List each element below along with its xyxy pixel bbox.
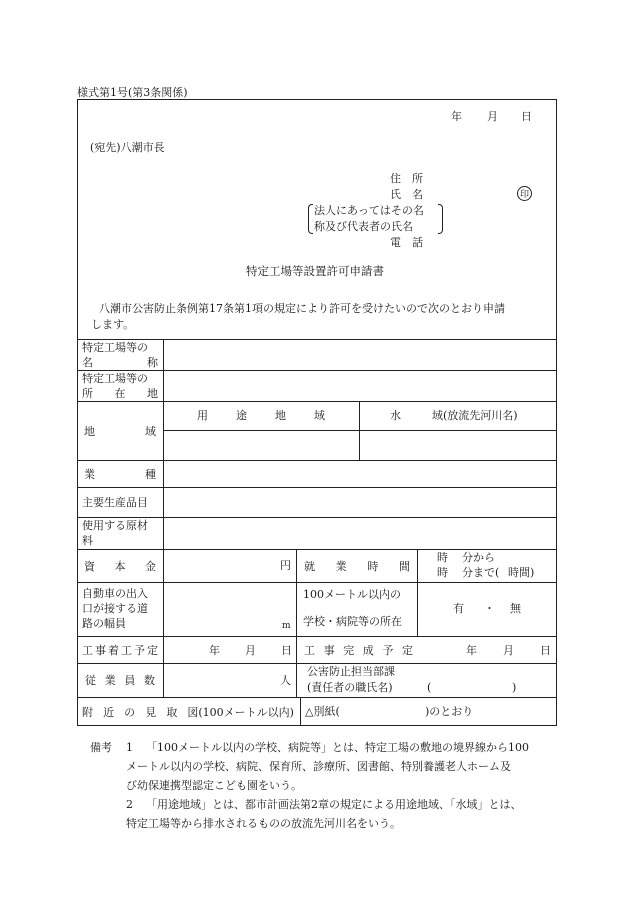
label-use-zone: 用 途 地 域 (197, 409, 325, 422)
form-title: 特定工場等設置許可申請書 (246, 264, 384, 278)
label-completion-date: 工 事 完 成 予 定 (304, 643, 413, 657)
corp-note-line1: 法人にあってはその名 (314, 204, 424, 217)
brace-left (308, 204, 313, 234)
notes-heading: 備考 (90, 741, 112, 754)
name-label-2: 名 (412, 188, 423, 201)
attached-suffix: )のとおり (425, 705, 474, 718)
label-water-river: 域(放流先河川名) (432, 409, 518, 422)
label-main-products: 主要生産品目 (82, 496, 148, 509)
label-factory-location-2: 所 在 地 (82, 387, 158, 400)
hours-to-min: 分まで( (462, 566, 500, 579)
form-id: 様式第1号(第3条関係) (77, 86, 188, 99)
phone-label-2: 話 (412, 236, 423, 249)
address-label-2: 所 (412, 172, 423, 185)
label-school-within: 100メートル以内の (303, 588, 401, 601)
label-start-date: 工 事 着 工 予 定 (82, 643, 158, 657)
note1-line2: メートル以内の学校、病院、保育所、診療所、図書館、特別養護老人ホーム及 (126, 760, 511, 773)
label-road-width-3: 路の幅員 (82, 617, 126, 630)
label-school-facility: 学校・病院等の所在 (303, 615, 402, 628)
label-raw-materials-1: 使用する原材 (82, 519, 148, 532)
employees-unit: 人 (280, 674, 291, 687)
brace-right (438, 204, 443, 234)
note1-line3: び幼保連携型認定こども園をいう。 (126, 779, 302, 792)
label-factory-name-1: 特定工場等の (82, 341, 148, 354)
attached-prefix: △別紙( (305, 705, 340, 718)
capital-unit: 円 (280, 559, 291, 572)
corp-note-line2: 称及び代表者の氏名 (314, 220, 413, 233)
date-month: 月 (487, 110, 498, 123)
address-label-1: 住 (390, 172, 401, 185)
label-district: 地 域 (84, 424, 156, 438)
hours-to-hour: 時 (437, 566, 448, 579)
note2-line1: 「用途地域」とは、都市計画法第2章の規定による用途地域、「水域」とは、 (146, 798, 522, 811)
note2-number: 2 (126, 798, 133, 811)
hours-total: 時間) (508, 566, 535, 579)
paren-close: ) (512, 681, 517, 694)
date-year: 年 (451, 110, 462, 123)
label-employees: 従 業 員 数 (85, 674, 155, 687)
label-capital: 資 本 金 (84, 559, 156, 573)
label-factory-location-1: 特定工場等の (82, 372, 148, 385)
label-raw-materials-2: 料 (82, 534, 93, 547)
label-road-width-1: 自動車の出入 (82, 587, 148, 600)
seal-mark: 印 (517, 186, 532, 201)
addressee: (宛先)八潮市長 (90, 141, 165, 154)
label-water: 水 (390, 409, 401, 422)
exists-yes: 有 (453, 602, 464, 615)
hours-from-hour: 時 (437, 551, 448, 564)
note1-number: 1 (126, 741, 133, 754)
paren-open: ( (427, 681, 432, 694)
completion-month: 月 (503, 644, 514, 657)
start-year: 年 (209, 644, 220, 657)
label-work-hours: 就 業 時 間 (304, 559, 410, 573)
label-factory-name-2: 名 称 (82, 356, 158, 369)
completion-year: 年 (466, 644, 477, 657)
name-label-1: 氏 (390, 188, 401, 201)
start-day: 日 (281, 644, 292, 657)
exists-no: 無 (510, 602, 521, 615)
pollution-dept-line1: 公害防止担当部課 (307, 665, 395, 678)
label-road-width-2: 口が接する道 (82, 602, 148, 615)
date-day: 日 (521, 110, 532, 123)
road-unit: m (282, 621, 291, 631)
hours-from-min: 分から (462, 551, 495, 564)
label-vicinity-map: 附 近 の 見 取 図(100メートル以内) (82, 705, 294, 719)
note1-line1: 「100メートル以内の学校、病院等」とは、特定工場の敷地の境界線から100 (146, 741, 529, 754)
note2-line2: 特定工場等から排水されるものの放流先河川名をいう。 (126, 817, 401, 830)
pollution-dept-line2: (責任者の職氏名) (307, 681, 393, 694)
phone-label-1: 電 (390, 236, 401, 249)
start-month: 月 (245, 644, 256, 657)
label-business: 業 種 (84, 467, 156, 481)
intro-line2: します。 (91, 318, 135, 331)
exists-dot: ・ (484, 602, 495, 615)
completion-day: 日 (540, 644, 551, 657)
intro-line1: 八潮市公害防止条例第17条第1項の規定により許可を受けたいので次のとおり申請 (99, 302, 505, 315)
